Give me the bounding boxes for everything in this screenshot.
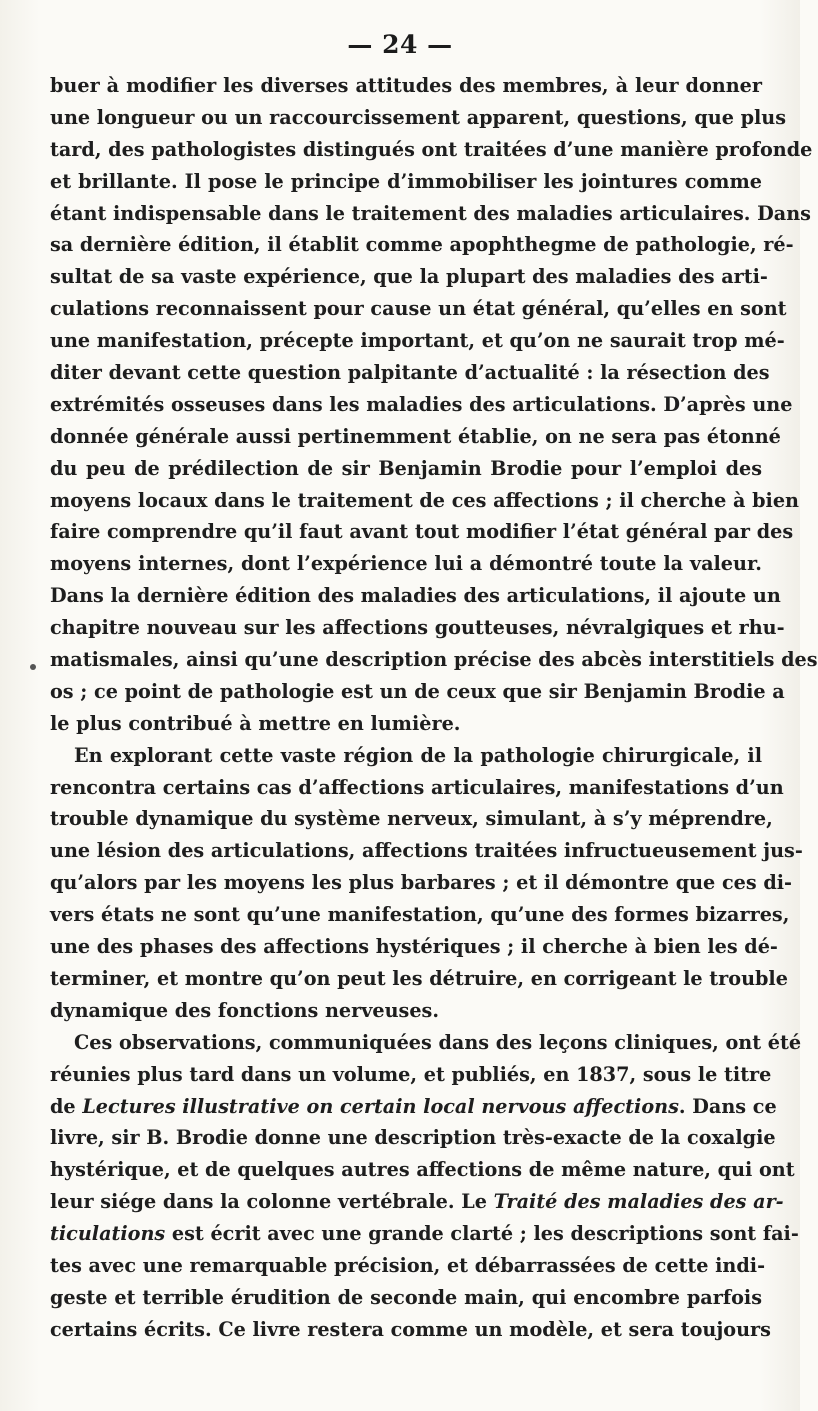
text-line: étant indispensable dans le traitement des maladies articulaires. Dans xyxy=(50,201,811,225)
text-line xyxy=(50,1218,799,1250)
text-line: tes avec une remarquable précision, et débarrassées de cette indi- xyxy=(50,1253,766,1277)
italic-title: ticulations xyxy=(50,1222,166,1246)
text-line: donnée générale aussi pertinemment établie, on ne sera pas étonné xyxy=(50,424,781,448)
text-line: dynamique des fonctions nerveuses. xyxy=(50,998,440,1022)
text-line: vers états ne sont qu’une manifestation, qu’une des formes bizarres, xyxy=(50,903,790,927)
text-line: une manifestation, précepte important, et qu’on ne saurait trop mé- xyxy=(50,329,785,353)
body-text xyxy=(50,70,818,1346)
text-line: une longueur ou un raccourcissement apparent, questions, que plus xyxy=(50,105,787,129)
text-segment: est écrit avec une grande clarté ; les descriptions sont fai- xyxy=(165,1222,799,1246)
text-line: culations reconnaissent pour cause un état général, qu’elles en sont xyxy=(50,297,787,321)
text-line: Dans la dernière édition des maladies des articulations, il ajoute un xyxy=(50,584,781,608)
text-line: moyens locaux dans le traitement de ces affections ; il cherche à bien xyxy=(50,488,799,512)
text-line: os ; ce point de pathologie est un de ceux que sir Benjamin Brodie a xyxy=(50,679,785,703)
text-line: livre, sir B. Brodie donne une description très-exacte de la coxalgie xyxy=(50,1126,776,1150)
ink-spot xyxy=(30,664,36,670)
text-line: hystérique, et de quelques autres affections de même nature, qui ont xyxy=(50,1158,795,1182)
text-line: sultat de sa vaste expérience, que la plupart des maladies des arti- xyxy=(50,265,768,289)
text-line: geste et terrible érudition de seconde main, qui encombre parfois xyxy=(50,1285,762,1309)
text-line xyxy=(50,1091,777,1123)
text-line: le plus contribué à mettre en lumière. xyxy=(50,711,461,735)
text-line: certains écrits. Ce livre restera comme un modèle, et sera toujours xyxy=(50,1317,771,1341)
text-line: moyens internes, dont l’expérience lui a démontré toute la valeur. xyxy=(50,552,762,576)
text-line: buer à modifier les diverses attitudes des membres, à leur donner xyxy=(50,74,762,97)
text-line: En explorant cette vaste région de la pathologie chirurgicale, il xyxy=(74,743,762,767)
text-line xyxy=(50,1186,784,1218)
text-segment: . Dans ce xyxy=(678,1094,777,1118)
text-line: chapitre nouveau sur les affections goutteuses, névralgiques et rhu- xyxy=(50,616,785,640)
text-line: Ces observations, communiquées dans des leçons cliniques, ont été xyxy=(74,1030,802,1054)
text-line: et brillante. Il pose le principe d’immobiliser les jointures comme xyxy=(50,169,762,193)
text-line: tard, des pathologistes distingués ont traitées d’une manière profonde xyxy=(50,137,813,161)
text-segment: leur siége dans la colonne vertébrale. Le xyxy=(50,1190,494,1214)
text-line: rencontra certains cas d’affections articulaires, manifestations d’un xyxy=(50,775,784,799)
text-line: une lésion des articulations, affections traitées infructueusement jus- xyxy=(50,839,803,863)
text-line: extrémités osseuses dans les maladies des articulations. D’après une xyxy=(50,392,793,416)
text-line: faire comprendre qu’il faut avant tout modifier l’état général par des xyxy=(50,520,794,544)
text-line: terminer, et montre qu’on peut les détruire, en corrigeant le trouble xyxy=(50,966,788,990)
text-line: trouble dynamique du système nerveux, simulant, à s’y méprendre, xyxy=(50,807,773,831)
page-number: — 24 — xyxy=(347,30,453,59)
text-line: matismales, ainsi qu’une description précise des abcès interstitiels des xyxy=(50,648,818,672)
text-line: sa dernière édition, il établit comme apophthegme de pathologie, ré- xyxy=(50,233,794,257)
text-line: réunies plus tard dans un volume, et publiés, en 1837, sous le titre xyxy=(50,1062,772,1086)
italic-title: Lectures illustrative on certain local nervous affections xyxy=(82,1094,679,1118)
text-line: du peu de prédilection de sir Benjamin Brodie pour l’emploi des xyxy=(50,456,762,480)
text-line: qu’alors par les moyens les plus barbares ; et il démontre que ces di- xyxy=(50,871,792,895)
text-line: diter devant cette question palpitante d’actualité : la résection des xyxy=(50,361,770,385)
text-segment: de xyxy=(50,1094,83,1118)
italic-title: Traité des maladies des ar- xyxy=(493,1190,784,1214)
text-line: une des phases des affections hystériques ; il cherche à bien les dé- xyxy=(50,935,778,959)
